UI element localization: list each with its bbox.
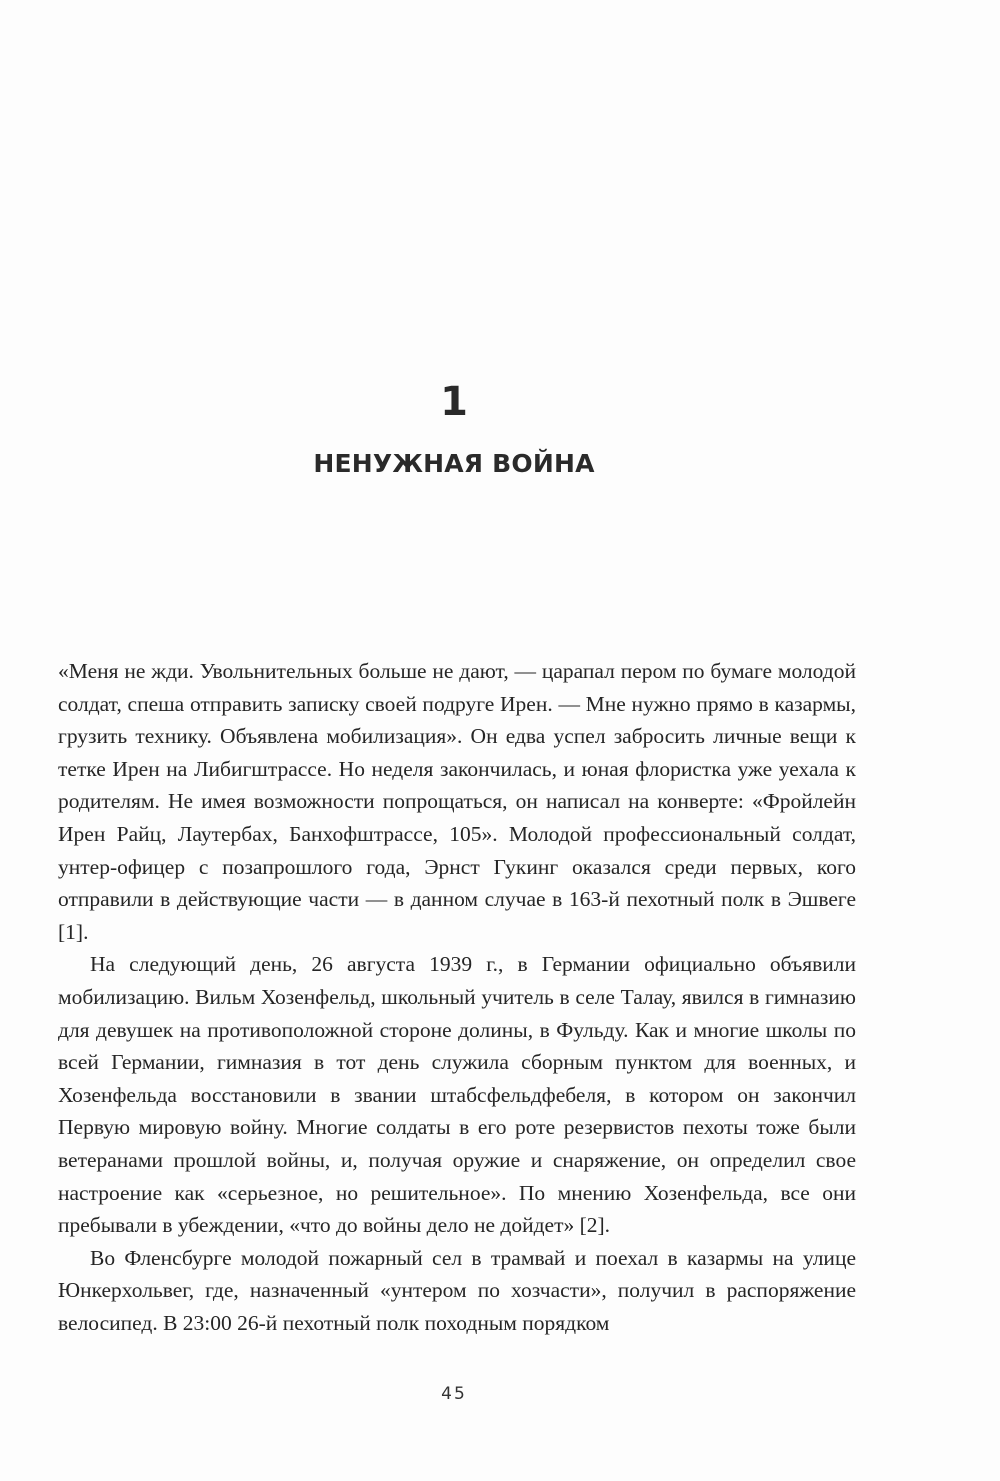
paragraph-3: Во Фленсбурге молодой пожарный сел в трамвай и поехал в казармы на улице Юнкерхольвег, где, назначенный «унтером по хозчасти», получил в распоряжение велосипед. В 23:00 26-й пехотный полк походным порядком (58, 1245, 856, 1335)
paragraph-2: На следующий день, 26 августа 1939 г., в Германии официально объявили мобилизацию. Вильм Хозенфельд, школьный учитель в селе Талау, явился в гимназию для девушек на противоположной стороне долины, в Фульду. Как и многие школы по всей Германии, гимназия в тот день служила сборным пунктом для военных, и Хозенфельда восстановили в звании штабсфельдфебеля, в котором он закончил Первую мировую войну. Многие солдаты в его роте резервистов пехоты тоже были ветеранами прошлой войны, и, получая оружие и снаряжение, он определил свое настроение как «серьезное, но решительное». По мнению Хозенфельда, все они пребывали в убеждении, «что до войны дело не дойдет» [2]. (58, 952, 856, 1238)
chapter-number: 1 (440, 379, 468, 425)
chapter-title: НЕНУЖНАЯ ВОЙНА (313, 449, 595, 478)
paragraph-1: «Меня не жди. Увольнительных больше не дают, — царапал пером по бумаге молодой солдат, спеша отправить записку своей подруге Ирен. — Мне нужно прямо в казармы, грузить технику. Объявлена мобилизация». Он едва успел забросить личные вещи к тетке Ирен на Либигштрассе. Но неделя закончилась, и юная флористка уже уехала к родителям. Не имея возможности попрощаться, он написал на конверте: «Фройлейн Ирен Райц, Лаутербах, Банхофштрассе, 105». Молодой профессиональный солдат, унтер-офицер с позапрошлого года, Эрнст Гукинг оказался среди первых, кого отправили в действующие части — в данном случае в 163-й пехотный полк в Эшвеге [1]. (58, 659, 856, 944)
page-number: 45 (441, 1384, 467, 1404)
body-text (58, 655, 856, 1339)
